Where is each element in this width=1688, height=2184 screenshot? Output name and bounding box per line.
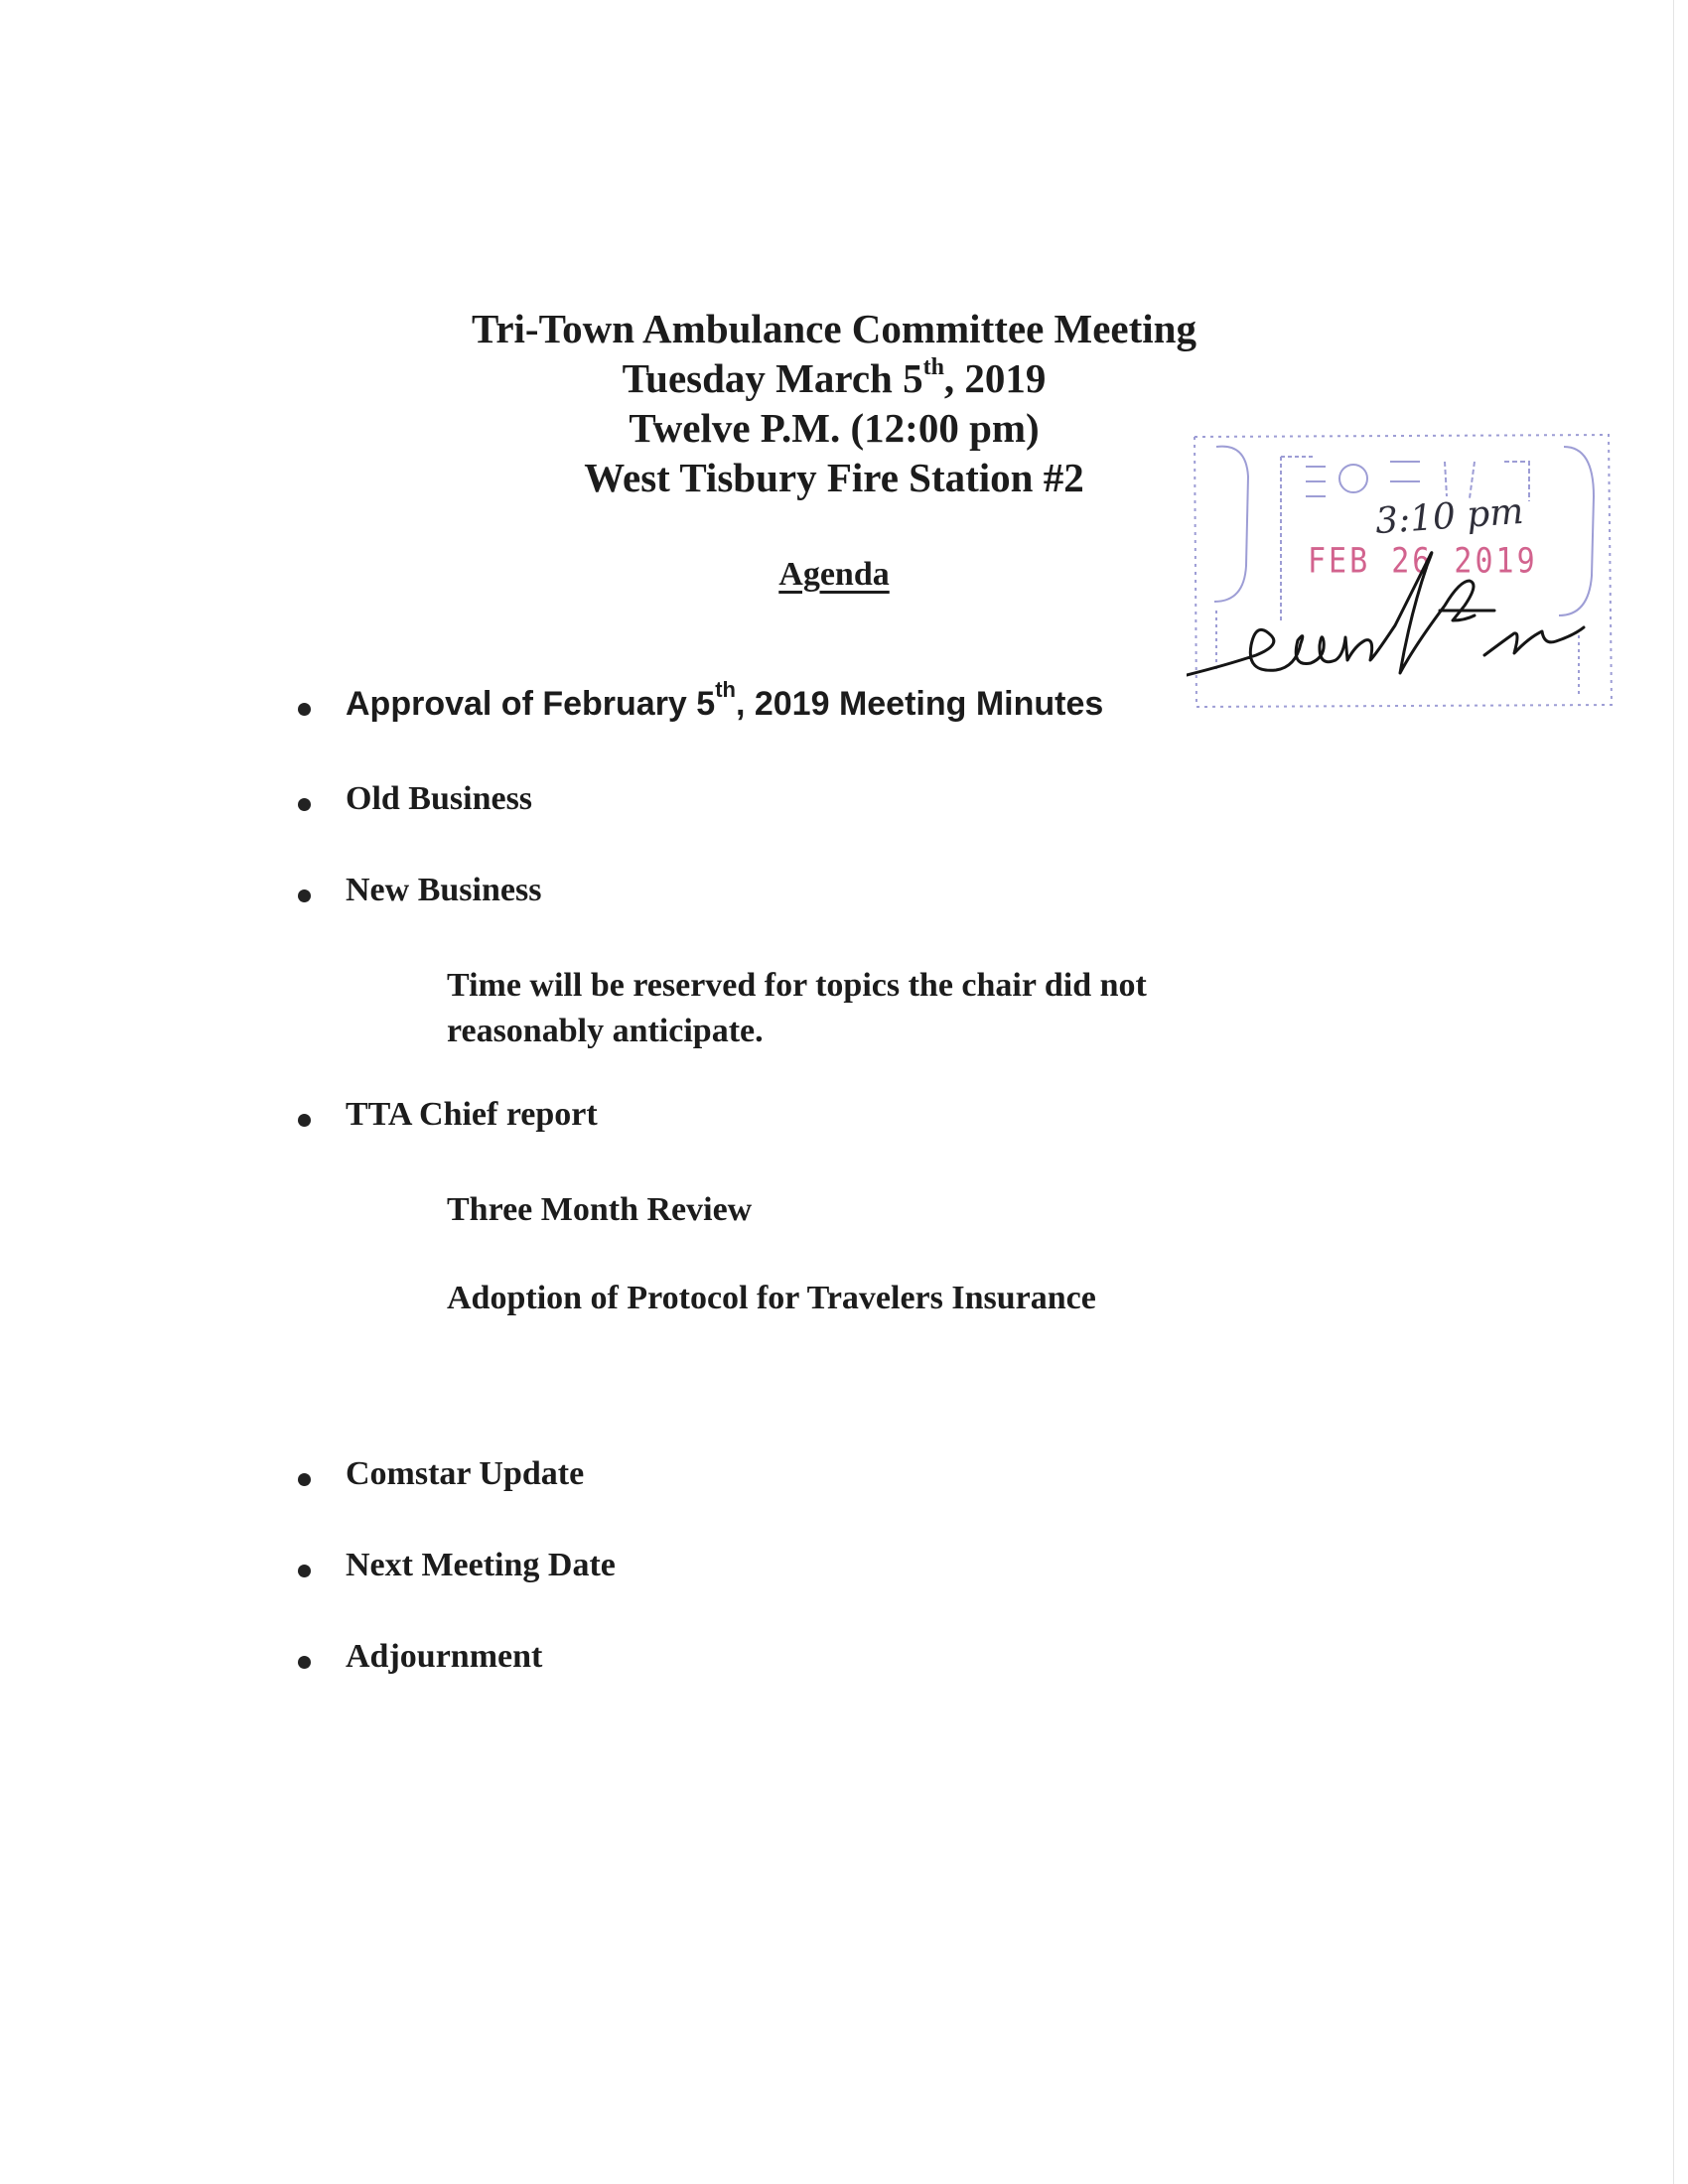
approval-year: , 2019 Meeting Minutes — [735, 685, 1104, 723]
meeting-date — [338, 353, 1331, 403]
approval-text: Approval of February 5 — [346, 685, 716, 723]
bullet-icon — [298, 1656, 311, 1669]
bullet-icon — [298, 1114, 311, 1127]
received-stamp — [1187, 407, 1614, 715]
new-business-note-line1: Time will be reserved for topics the chair did not — [447, 967, 1147, 1004]
stamp-handwritten-time: 3:10 pm — [1373, 490, 1525, 543]
bullet-icon — [298, 1565, 311, 1577]
new-business-note-line2: reasonably anticipate. — [447, 1013, 764, 1049]
chief-sub-protocol: Adoption of Protocol for Travelers Insurance — [447, 1280, 1096, 1316]
bullet-icon — [298, 1473, 311, 1486]
signature — [1187, 407, 1614, 715]
new-business-label: New Business — [346, 872, 542, 908]
bullet-icon — [298, 889, 311, 902]
new-business-note — [447, 963, 1147, 1054]
meeting-time: Twelve P.M. (12:00 pm) — [629, 405, 1040, 451]
next-meeting-label: Next Meeting Date — [346, 1547, 616, 1583]
chief-report-label: TTA Chief report — [346, 1096, 598, 1133]
stamp-date: FEB 26 2019 — [1308, 541, 1538, 582]
bullet-icon — [298, 703, 311, 716]
adjournment-label: Adjournment — [346, 1638, 543, 1675]
scan-edge-line — [1673, 0, 1674, 2184]
bullet-icon — [298, 798, 311, 811]
meeting-date-year: , 2019 — [943, 355, 1047, 401]
approval-suffix: th — [715, 677, 736, 702]
meeting-title: Tri-Town Ambulance Committee Meeting — [472, 306, 1196, 351]
old-business-label: Old Business — [346, 780, 533, 817]
agenda-heading: Agenda — [778, 556, 890, 593]
comstar-label: Comstar Update — [346, 1455, 585, 1492]
meeting-date-suffix: th — [922, 354, 944, 380]
meeting-date-text: Tuesday March 5 — [622, 355, 923, 401]
meeting-header — [338, 304, 1331, 502]
chief-sub-review: Three Month Review — [447, 1191, 753, 1228]
meeting-location: West Tisbury Fire Station #2 — [584, 455, 1084, 500]
